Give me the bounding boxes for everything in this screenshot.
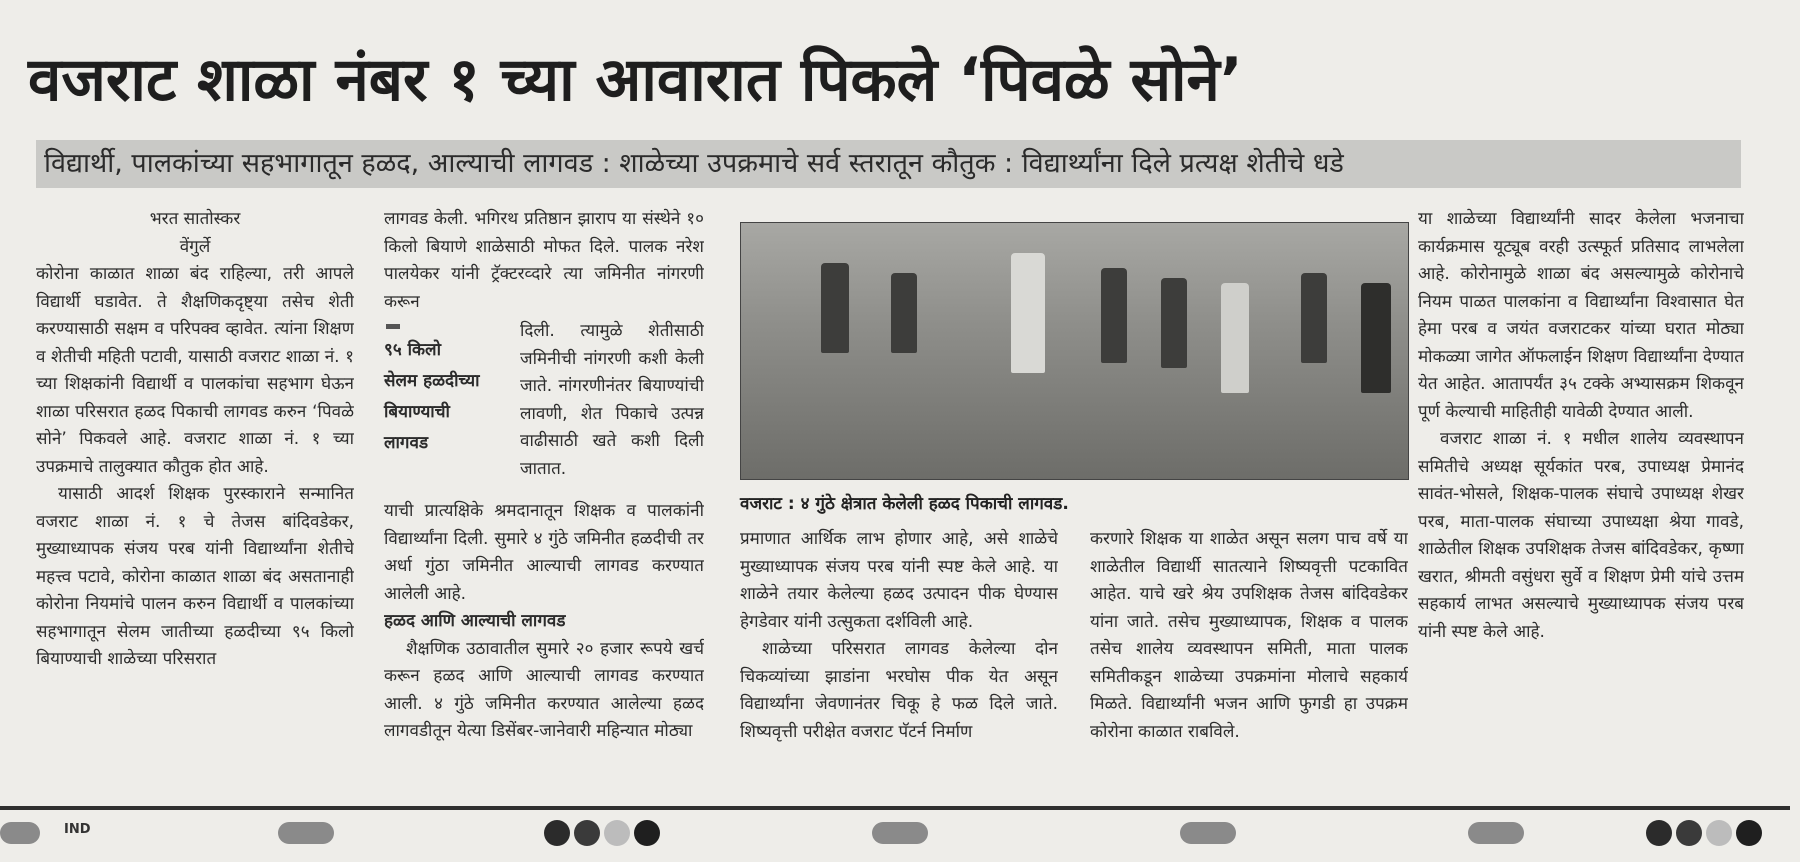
column-3 [740, 526, 1058, 790]
article-paragraph: प्रमाणात आर्थिक लाभ होणार आहे, असे शाळेचे मुख्याध्यापक संजय परब यांनी स्पष्ट केले आहे. या शाळेने तयार केलेल्या हळद उत्पादन पीक घेण्यास हेगडेवार यांनी उत्सुकता दर्शविली आहे. [740, 529, 1058, 632]
registration-mark [872, 822, 928, 844]
photo-person [891, 273, 917, 353]
pull-quote-mark [386, 324, 400, 329]
pull-quote-line: ९५ किलो [384, 340, 441, 360]
photo-person [821, 263, 849, 353]
column-2-beside-quote [520, 318, 704, 498]
headline: वजराट शाळा नंबर १ च्या आवारात पिकले ‘पिवळे सोने’ [28, 45, 1243, 115]
registration-mark [1468, 822, 1524, 844]
edition-code: IND [64, 822, 91, 837]
article-paragraph: या शाळेच्या विद्यार्थ्यांनी सादर केलेला भजनाचा कार्यक्रमास यूट्यूब वरही उत्स्फूर्त प्रतिसाद लाभलेला आहे. कोरोनामुळे शाळा बंद असल्यामुळे कोरोनाचे नियम पाळत पालकांना व विद्यार्थ्यांना विश्वासात घेत हेमा परब व जयंत वजराटकर यांच्या घरात मोठ्या मोकळ्या जागेत ऑफलाईन शिक्षण विद्यार्थ्यांना देण्यात येत आहेत. आतापर्यंत ३५ टक्के अभ्यासक्रम शिकवून पूर्ण केल्याची माहितीही यावेळी देण्यात आली. [1418, 209, 1744, 422]
column-2-top [384, 206, 704, 318]
column-4 [1090, 526, 1408, 790]
color-dot-black [1736, 820, 1762, 846]
photo-person [1221, 283, 1249, 393]
color-dot-black [544, 820, 570, 846]
color-dot-dark [1676, 820, 1702, 846]
article-paragraph: दिली. त्यामुळे शेतीसाठी जमिनीची नांगरणी कशी केली जाते. नांगरणीनंतर बियाण्यांची लावणी, शेत पिकाचे उत्पन्न वाढीसाठी खते कशी दिली जातात. [520, 321, 704, 479]
registration-mark [1180, 822, 1236, 844]
column-1 [36, 206, 354, 790]
photo-person [1301, 273, 1327, 363]
footer-rule [0, 806, 1790, 810]
photo-caption: वजराट : ४ गुंठे क्षेत्रात केलेली हळद पिकाची लागवड. [740, 494, 1069, 514]
color-dot-black [1646, 820, 1672, 846]
color-dot-light [604, 820, 630, 846]
byline-place: वेंगुर्ले [179, 236, 211, 257]
article-paragraph: यासाठी आदर्श शिक्षक पुरस्काराने सन्मानित वजराट शाळा नं. १ चे तेजस बांदिवडेकर, मुख्याध्यापक संजय परब यांनी विद्यार्थ्यांना शेतीचे महत्त्व पटावे, कोरोना काळात शाळा बंद असतानाही कोरोना नियमांचे पालन करुन विद्यार्थी व पालकांच्या सहभागातून सेलम जातीच्या हळदीच्या ९५ किलो बियाण्याची शाळेच्या परिसरात [36, 484, 354, 669]
photo-person [1101, 268, 1127, 363]
photo-person [1011, 253, 1045, 373]
article-paragraph: याची प्रात्यक्षिके श्रमदानातून शिक्षक व पालकांनी विद्यार्थ्यांना दिली. सुमारे ४ गुंठे जमिनीत हळदीची तर अर्धा गुंठा जमिनीत आल्याची लागवड करण्यात आलेली आहे. [384, 501, 704, 604]
article-paragraph: कोरोना काळात शाळा बंद राहिल्या, तरी आपले विद्यार्थी घडावेत. ते शैक्षणिकदृष्ट्या तसेच शेती करण्यासाठी सक्षम व परिपक्व व्हावेत. त्यांना शिक्षण व शेतीची महिती पटावी, यासाठी वजराट शाळा नं. १ च्या शिक्षकांनी विद्यार्थी व पालकांचा सहभाग घेऊन शाळा परिसरात हळद पिकाची लागवड करुन ‘पिवळे सोने’ पिकवले आहे. वजराट शाळा नं. १ च्या उपक्रमाचे तालुक्यात कौतुक होत आहे. [36, 264, 354, 477]
article-paragraph: शैक्षणिक उठावातील सुमारे २० हजार रूपये खर्च करून हळद आणि आल्याची लागवड करण्यात आली. ४ गुंठे जमिनीत करण्यात आलेल्या हळद लागवडीतून येत्या डिसेंबर-जानेवारी महिन्यात मोठ्या [384, 638, 704, 741]
registration-mark [278, 822, 334, 844]
registration-mark [0, 822, 40, 844]
color-dot-dark [574, 820, 600, 846]
pull-quote-line: लागवड [384, 433, 429, 453]
news-photo [740, 222, 1409, 480]
article-paragraph: वजराट शाळा नं. १ मधील शालेय व्यवस्थापन समितीचे अध्यक्ष सूर्यकांत परब, उपाध्यक्ष प्रेमानंद सावंत-भोसले, शिक्षक-पालक संघाचे उपाध्यक्ष शेखर परब, माता-पालक संघाच्या उपाध्यक्षा श्रेया गावडे, शाळेतील शिक्षक उपशिक्षक तेजस बांदिवडेकर, कृष्णा खरात, श्रीमती वसुंधरा सुर्वे व शिक्षण प्रेमी यांचे उत्तम सहकार्य लाभत असल्याचे मुख्याध्यापक संजय परब यांनी स्पष्ट केले आहे. [1418, 429, 1744, 642]
byline-author: भरत सातोस्कर [149, 209, 241, 229]
color-dot-black [634, 820, 660, 846]
photo-person [1361, 283, 1391, 393]
column-5 [1418, 206, 1744, 790]
pull-quote-line: सेलम हळदीच्या [384, 371, 480, 391]
pull-quote-line: बियाण्याची [384, 402, 450, 422]
page-footer [0, 814, 1800, 854]
article-paragraph: शाळेच्या परिसरात लागवड केलेल्या दोन चिकव्यांच्या झाडांना भरघोस पीक येत असून विद्यार्थ्यांना जेवणानंतर चिकू हे फळ दिले जाते. शिष्यवृत्ती परीक्षेत वजराट पॅटर्न निर्माण [740, 639, 1058, 742]
article-paragraph: लागवड केली. भगिरथ प्रतिष्ठान झाराप या संस्थेने १० किलो बियाणे शाळेसाठी मोफत दिले. पालक नरेश पालयेकर यांनी ट्रॅक्टरव्दारे त्या जमिनीत नांगरणी करून [384, 209, 704, 312]
photo-person [1161, 278, 1187, 368]
column-2-bottom [384, 498, 704, 790]
pull-quote [384, 322, 512, 459]
article-paragraph: करणारे शिक्षक या शाळेत असून सलग पाच वर्षे या शाळेतील विद्यार्थी सातत्याने शिष्यवृत्ती पटकावित आहेत. याचे खरे श्रेय उपशिक्षक तेजस बांदिवडेकर यांना जाते. तसेच मुख्याध्यापक, शिक्षक व पालक तसेच शालेय व्यवस्थापन समिती, माता पालक समितीकडून शाळेच्या उपक्रमांना मोलाचे सहकार्य मिळते. विद्यार्थ्यांनी भजन आणि फुगडी हा उपक्रम कोरोना काळात राबविले. [1090, 529, 1408, 742]
subheadline: विद्यार्थी, पालकांच्या सहभागातून हळद, आल्याची लागवड : शाळेच्या उपक्रमाचे सर्व स्तरातून कौतुक : विद्यार्थ्यांना दिले प्रत्यक्ष शेतीचे धडे [44, 148, 1344, 179]
section-subhead: हळद आणि आल्याची लागवड [384, 611, 566, 631]
color-dot-light [1706, 820, 1732, 846]
